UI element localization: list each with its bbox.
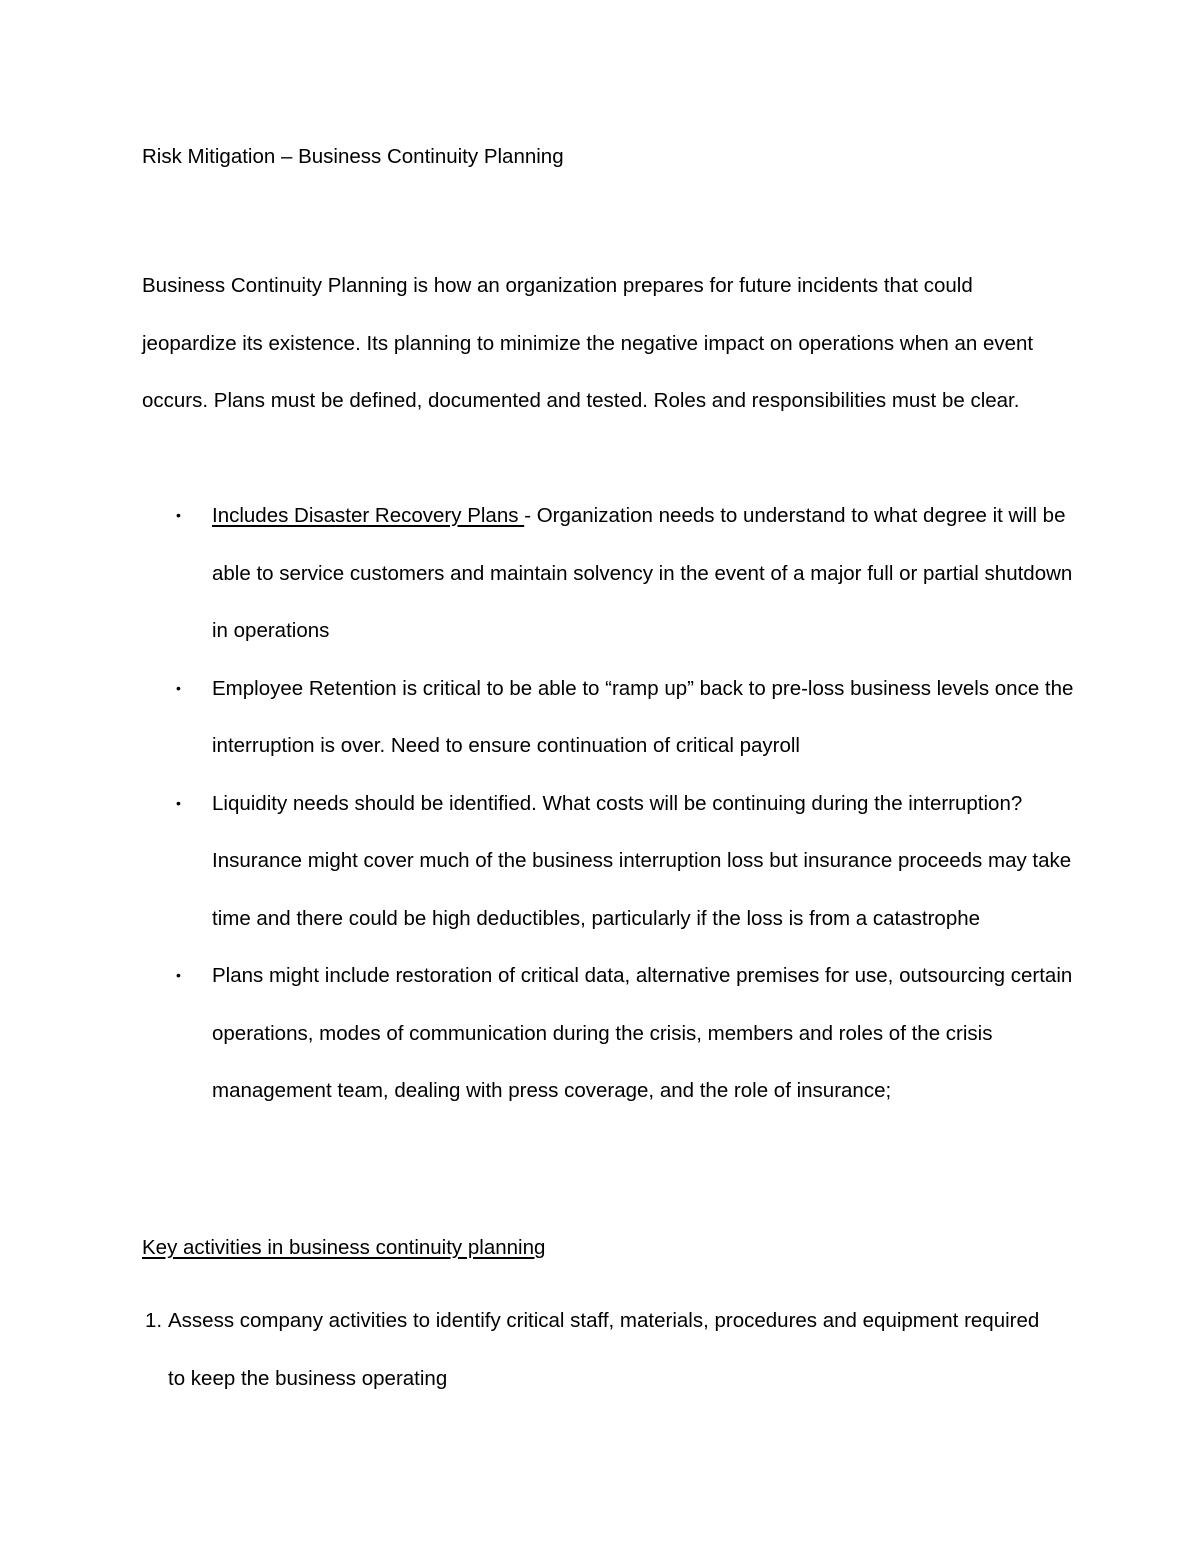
bullet-text: Liquidity needs should be identified. What costs will be continuing during the interruption? Insurance might cover much of the business interruption loss but insurance proceeds may take time and there could be high deductibles, particularly if the loss is from a catastrophe bbox=[212, 791, 1072, 930]
numbered-list bbox=[142, 1292, 1042, 1407]
bullet-item-liquidity bbox=[142, 775, 1082, 948]
bullet-item-disaster-recovery bbox=[142, 487, 1082, 660]
bullet-icon: • bbox=[176, 794, 181, 811]
bullet-icon: • bbox=[176, 967, 181, 983]
bullet-icon: • bbox=[176, 507, 181, 523]
bullet-item-employee-retention bbox=[142, 660, 1082, 775]
document-title: Risk Mitigation – Business Continuity Planning bbox=[142, 145, 564, 168]
bullet-text: - Organization needs to understand to what degree it will be able to service customers and maintain solvency in the event of a major full or partial shutdown in operations bbox=[212, 504, 1073, 642]
bullet-text: Plans might include restoration of critical data, alternative premises for use, outsourcing certain operations, modes of communication during the crisis, members and roles of the crisis management team, dealing with press coverage, and the role of insurance; bbox=[212, 964, 1073, 1102]
section-heading-key-activities: Key activities in business continuity planning bbox=[142, 1236, 546, 1259]
bullet-list bbox=[142, 487, 1082, 1120]
bullet-icon: • bbox=[176, 679, 181, 696]
bullet-text: Employee Retention is critical to be able to “ramp up” back to pre-loss business levels once the interruption is over. Need to ensure continuation of critical payroll bbox=[212, 676, 1074, 757]
numbered-item bbox=[142, 1292, 1042, 1407]
bullet-lead-underlined: Includes Disaster Recovery Plans bbox=[212, 504, 525, 527]
intro-paragraph: Business Continuity Planning is how an organization prepares for future incidents that could jeopardize its existence. Its planning to minimize the negative impact on operations when an event occurs. Plans must be defined, documented and tested. Roles and responsibilities must be clear. bbox=[142, 274, 1034, 412]
numbered-item-text: Assess company activities to identify critical staff, materials, procedures and equipment required to keep the business operating bbox=[168, 1309, 1040, 1390]
number-marker: 1. bbox=[145, 1309, 163, 1332]
bullet-item-plans bbox=[142, 947, 1082, 1120]
